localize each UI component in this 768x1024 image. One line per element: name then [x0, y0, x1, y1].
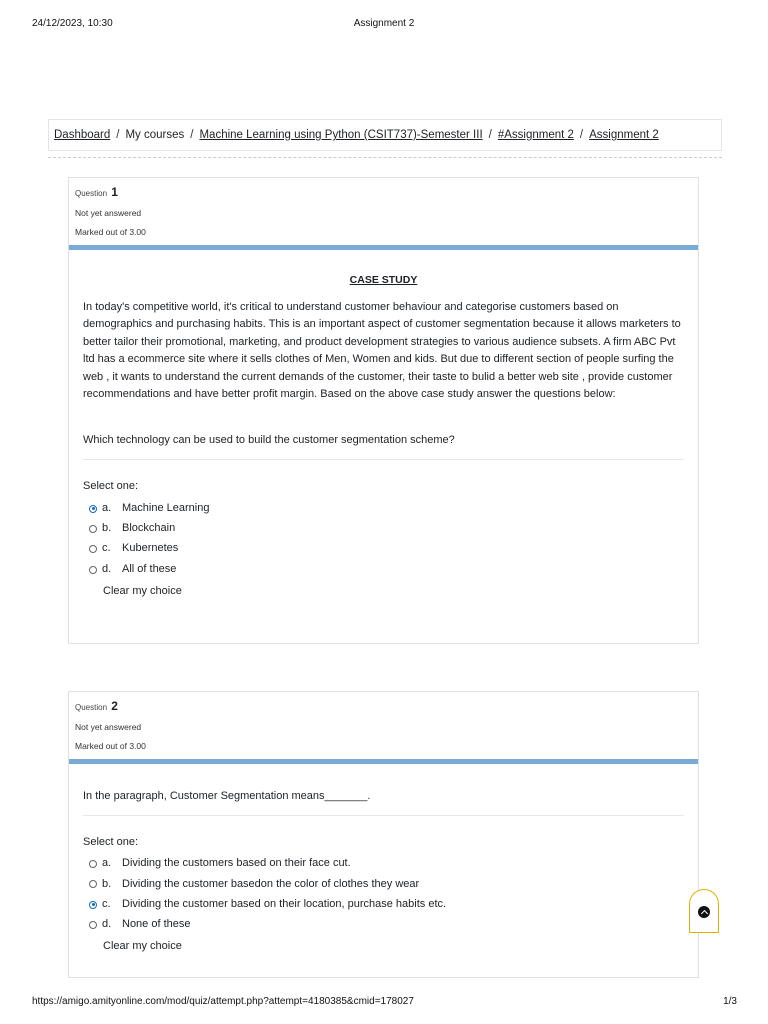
option-a[interactable]	[83, 854, 684, 874]
option-letter: b.	[102, 877, 112, 890]
breadcrumb-separator: /	[190, 129, 194, 141]
select-one-label: Select one:	[83, 835, 139, 848]
case-study-text: In today's competitive world, it's critical to understand customer behaviour and categorise customers based on demographics and purchasing habits. This is an important aspect of customer segmentation because it allows marketers to better tailor their promotional, marketing, and product development strategies to various audience subsets. A firm ABC Pvt ltd has a ecommerce site where it sells clothes of Men, Women and kids. But due to different section of people surfing the web , it wants to understand the current demands of the customer, their taste to bulid a better web site , provide customer recommendations and have better profit margin. Based on the above case study answer the questions below:	[83, 300, 681, 400]
radio-button[interactable]	[89, 545, 97, 553]
breadcrumb-divider	[48, 157, 722, 158]
question-content	[69, 272, 698, 600]
question-content	[69, 788, 698, 956]
radio-button[interactable]	[89, 505, 97, 513]
radio-button[interactable]	[89, 525, 97, 533]
answer-options	[83, 499, 684, 580]
question-number: Question 1	[75, 185, 118, 199]
breadcrumb-dashboard[interactable]: Dashboard	[54, 129, 111, 141]
select-one-label: Select one:	[83, 480, 139, 492]
radio-button[interactable]	[89, 860, 97, 868]
option-text: Dividing the customer based on their location, purchase habits etc.	[122, 897, 447, 910]
print-datetime: 24/12/2023, 10:30	[32, 18, 113, 29]
option-letter: c.	[102, 542, 111, 555]
radio-button[interactable]	[89, 880, 97, 888]
question-info	[69, 178, 698, 245]
question-divider	[83, 815, 684, 816]
option-letter: d.	[102, 562, 112, 575]
question-divider	[83, 459, 684, 460]
question-state: Not yet answered	[75, 722, 142, 732]
option-text: Machine Learning	[122, 501, 210, 514]
breadcrumb-quiz[interactable]: Assignment 2	[589, 129, 659, 141]
option-d[interactable]	[83, 915, 684, 935]
question-state: Not yet answered	[75, 208, 142, 218]
question-grade: Marked out of 3.00	[75, 741, 146, 751]
answer-options	[83, 854, 684, 935]
option-letter: d.	[102, 918, 112, 931]
clear-choice-link[interactable]: Clear my choice	[103, 940, 182, 953]
option-text: All of these	[122, 562, 177, 575]
question-1	[68, 177, 699, 644]
arrow-up-icon	[698, 906, 710, 918]
breadcrumb-separator: /	[116, 129, 120, 141]
option-d[interactable]	[83, 559, 684, 579]
option-c[interactable]	[83, 895, 684, 915]
option-text: Blockchain	[122, 522, 176, 535]
breadcrumb-my-courses: My courses	[125, 129, 185, 141]
back-to-top-button[interactable]	[689, 889, 719, 933]
breadcrumb-separator: /	[488, 129, 492, 141]
radio-button[interactable]	[89, 921, 97, 929]
print-url: https://amigo.amityonline.com/mod/quiz/attempt.php?attempt=4180385&cmid=178027	[32, 996, 414, 1007]
print-page-number: 1/3	[723, 996, 737, 1007]
question-prompt: Which technology can be used to build the customer segmentation scheme?	[83, 433, 455, 446]
option-b[interactable]	[83, 874, 684, 894]
option-letter: a.	[102, 857, 112, 870]
breadcrumb-course[interactable]: Machine Learning using Python (CSIT737)-Semester III	[199, 129, 483, 141]
breadcrumb-section[interactable]: #Assignment 2	[497, 129, 574, 141]
option-text: None of these	[122, 918, 191, 931]
option-text: Dividing the customer basedon the color of clothes they wear	[122, 877, 420, 890]
option-text: Kubernetes	[122, 542, 179, 555]
question-grade: Marked out of 3.00	[75, 227, 146, 237]
question-number: Question 2	[75, 699, 118, 713]
clear-choice-link[interactable]: Clear my choice	[103, 584, 182, 597]
option-letter: b.	[102, 522, 112, 535]
option-letter: a.	[102, 501, 112, 514]
question-info	[69, 692, 698, 759]
radio-button[interactable]	[89, 566, 97, 574]
option-letter: c.	[102, 897, 111, 910]
question-prompt: In the paragraph, Customer Segmentation means_______.	[83, 790, 371, 802]
question-2	[68, 691, 699, 978]
radio-button[interactable]	[89, 901, 97, 909]
breadcrumb	[48, 119, 722, 151]
option-c[interactable]	[83, 539, 684, 559]
question-bar	[69, 245, 698, 250]
case-study-title: CASE STUDY	[349, 274, 418, 286]
option-b[interactable]	[83, 519, 684, 539]
question-bar	[69, 759, 698, 764]
option-a[interactable]	[83, 499, 684, 519]
breadcrumb-separator: /	[579, 129, 584, 141]
print-title: Assignment 2	[353, 18, 415, 29]
option-text: Dividing the customers based on their face cut.	[122, 857, 351, 870]
